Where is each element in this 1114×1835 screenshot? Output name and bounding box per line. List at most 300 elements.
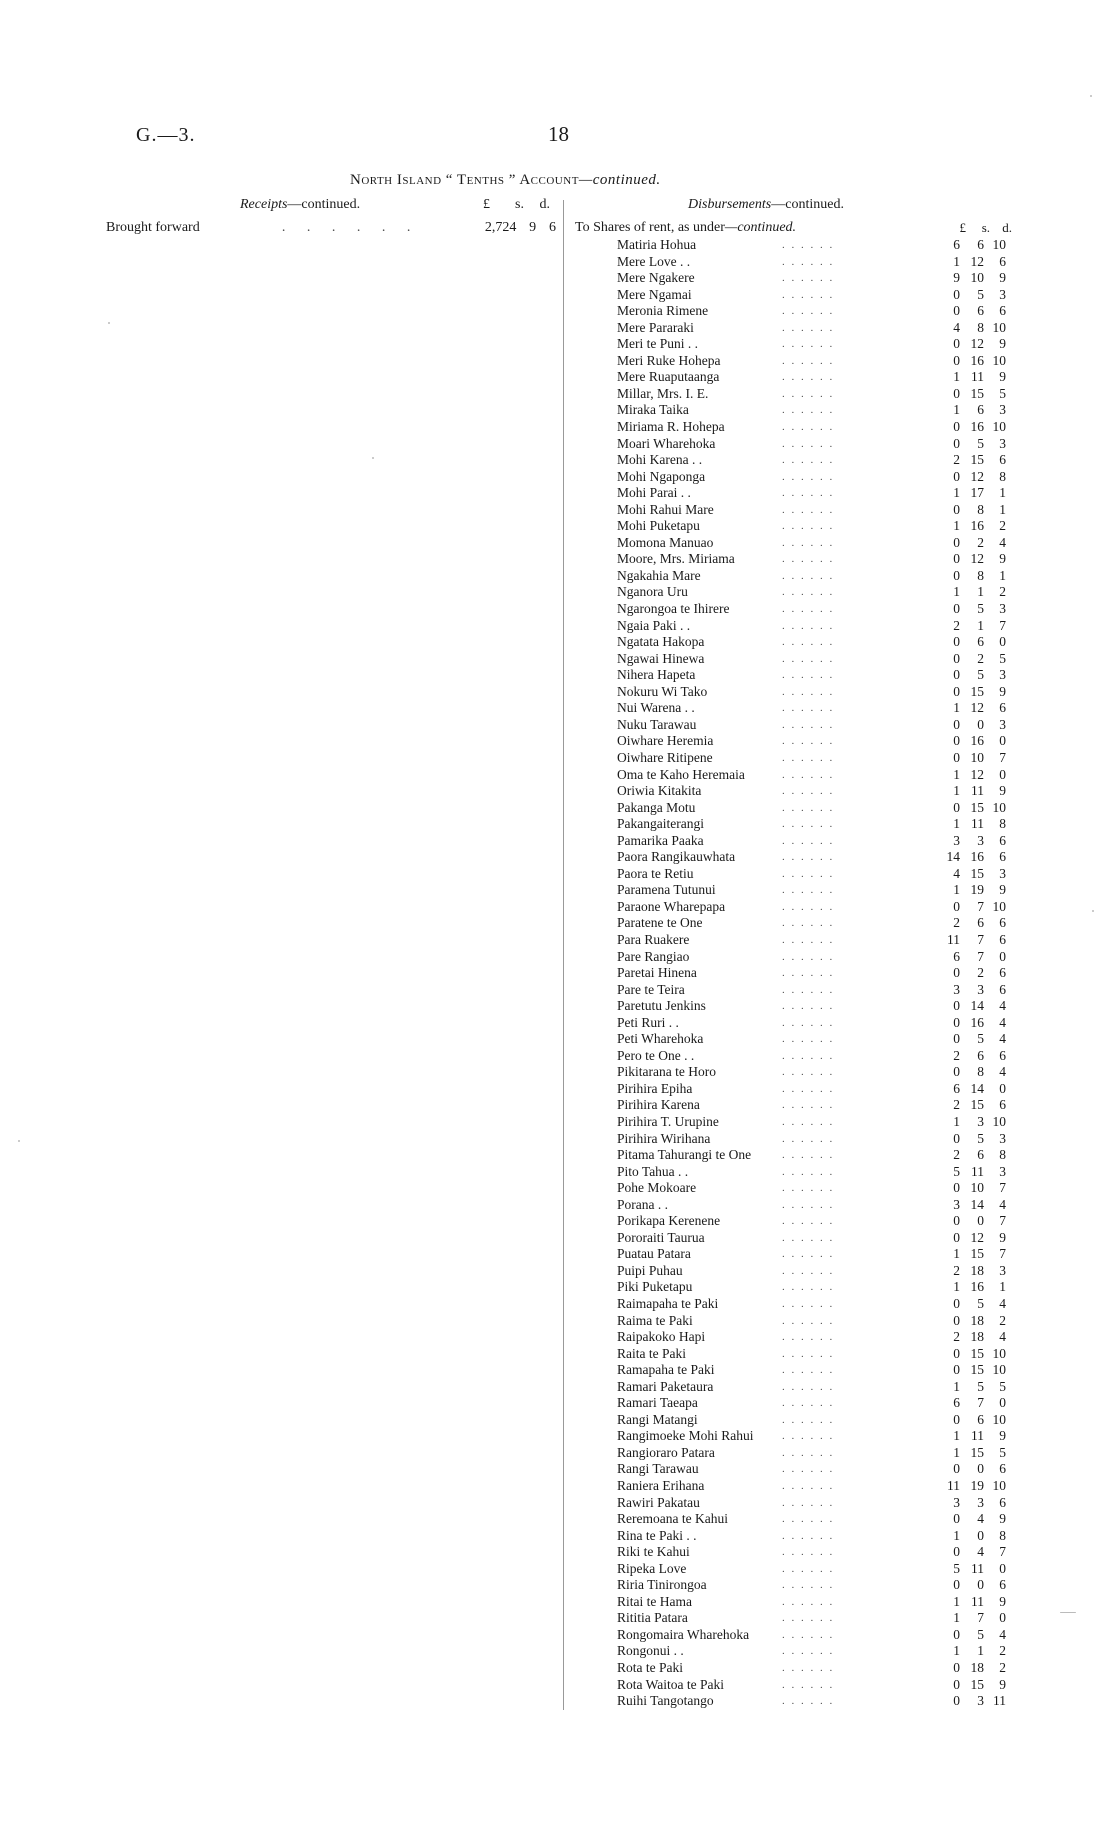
amount-pence: 3 xyxy=(999,865,1006,881)
amount-pence: 4 xyxy=(999,1296,1006,1311)
table-row xyxy=(617,1379,1027,1396)
leader-dots: . . . . . . xyxy=(782,272,835,285)
amount-pounds: 6 xyxy=(953,948,960,964)
leader-dots: . . . . . . xyxy=(782,1380,835,1393)
amount-shillings: 2 xyxy=(977,650,984,666)
leader-dots: . . . . . . xyxy=(782,1331,835,1344)
leader-dots: . . . . . . xyxy=(782,1430,835,1443)
leader-dots: . . . . . . xyxy=(782,801,835,814)
table-row xyxy=(617,733,1027,750)
amount-pounds: 1 xyxy=(953,1527,960,1543)
amount-shillings: 19 xyxy=(970,882,984,898)
payee-name: Peti Wharehoka xyxy=(617,1031,704,1047)
leader-dots: . . . . . . xyxy=(782,1231,835,1244)
leader-dots: . . . . . . xyxy=(782,1662,835,1675)
amount-pounds: 1 xyxy=(953,369,960,385)
payee-name: Millar, Mrs. I. E. xyxy=(617,385,709,401)
amount-pence: 4 xyxy=(999,1196,1006,1212)
amount-pence: 9 xyxy=(999,336,1006,352)
table-row xyxy=(617,270,1027,287)
leader-dots: . . . . . . xyxy=(782,1016,835,1029)
amount-pounds: 11 xyxy=(947,1478,960,1494)
payee-name: Rangi Matangi xyxy=(617,1411,698,1427)
table-row xyxy=(617,386,1027,403)
amount-pounds: 0 xyxy=(953,1461,960,1477)
table-row xyxy=(617,800,1027,817)
paper-speck xyxy=(1092,910,1094,912)
payee-name: Peti Ruri . . xyxy=(617,1014,679,1030)
payee-name: Paramena Tutunui xyxy=(617,882,716,898)
amount-shillings: 7 xyxy=(977,931,984,947)
table-row xyxy=(617,783,1027,800)
amount-shillings: 6 xyxy=(977,237,984,252)
leader-dots: . . . . . . xyxy=(782,1149,835,1162)
receipts-heading-label: Receipts xyxy=(240,197,288,212)
amount-pounds: 5 xyxy=(953,1163,960,1179)
table-row xyxy=(617,485,1027,502)
leader-dots: . . . . . . xyxy=(782,371,835,384)
payee-name: Pororaiti Taurua xyxy=(617,1229,705,1245)
amount-pounds: 0 xyxy=(953,1577,960,1593)
disbursement-list xyxy=(617,237,1027,1710)
payee-name: Oriwia Kitakita xyxy=(617,783,702,799)
amount-pounds: 4 xyxy=(953,319,960,335)
payee-name: Meri Ruke Hohepa xyxy=(617,352,721,368)
table-row xyxy=(617,1164,1027,1181)
amount-pence: 2 xyxy=(999,1312,1006,1328)
amount-pounds: 1 xyxy=(953,882,960,898)
leader-dots: . . . . . . xyxy=(782,685,835,698)
amount-pounds: 0 xyxy=(953,1362,960,1378)
amount-shillings: 18 xyxy=(970,1312,984,1328)
table-row xyxy=(617,1594,1027,1611)
amount-pence: 3 xyxy=(999,716,1006,732)
payee-name: Pakangaiterangi xyxy=(617,816,704,832)
amount-pounds: 0 xyxy=(953,965,960,981)
amount-shillings: 15 xyxy=(970,1097,984,1113)
amount-pence: 6 xyxy=(999,253,1006,269)
amount-shillings: 11 xyxy=(971,816,984,832)
payee-name: Pirihira Epiha xyxy=(617,1080,693,1096)
payee-name: Riria Tinirongoa xyxy=(617,1577,707,1593)
payee-name: Oma te Kaho Heremaia xyxy=(617,766,745,782)
leader-dots: . . . . . . xyxy=(782,636,835,649)
payee-name: Paretai Hinena xyxy=(617,965,697,981)
leader-dots: . . . . . . xyxy=(782,1066,835,1079)
amount-pence: 10 xyxy=(992,237,1006,252)
amount-shillings: 3 xyxy=(977,981,984,997)
leader-dots: . . . . . . xyxy=(782,619,835,632)
amount-shillings: 6 xyxy=(977,1411,984,1427)
leader-dots: . . . . . . xyxy=(782,917,835,930)
amount-pence: 10 xyxy=(992,1478,1006,1494)
amount-shillings: 3 xyxy=(977,1693,984,1709)
payee-name: Ruihi Tangotango xyxy=(617,1693,714,1709)
leader-dots: . . . . . . xyxy=(782,834,835,847)
table-row xyxy=(617,684,1027,701)
page-number: 18 xyxy=(548,122,569,146)
payee-name: Ritai te Hama xyxy=(617,1593,692,1609)
amount-shillings: 6 xyxy=(977,402,984,418)
table-row xyxy=(617,998,1027,1015)
amount-pounds: 0 xyxy=(953,716,960,732)
payee-name: Pito Tahua . . xyxy=(617,1163,689,1179)
payee-name: Mere Ruaputaanga xyxy=(617,369,720,385)
amount-pounds: 1 xyxy=(953,700,960,716)
leader-dots: . . . . . . xyxy=(782,1446,835,1459)
receipts-heading-suffix: —continued. xyxy=(287,197,361,212)
table-row xyxy=(617,1279,1027,1296)
paper-speck xyxy=(372,457,374,459)
amount-shillings: 16 xyxy=(970,849,984,865)
amount-shillings: 11 xyxy=(971,783,984,799)
leader-dots: . . . . . . xyxy=(782,983,835,996)
table-row xyxy=(617,1495,1027,1512)
amount-shillings: 12 xyxy=(970,551,984,567)
amount-pounds: 0 xyxy=(953,286,960,302)
amount-pence: 10 xyxy=(992,799,1006,815)
amount-pence: 3 xyxy=(999,286,1006,302)
table-row xyxy=(617,1660,1027,1677)
amount-pounds: 0 xyxy=(953,385,960,401)
amount-pounds: 6 xyxy=(953,237,960,252)
amount-pounds: 1 xyxy=(953,1610,960,1626)
payee-name: Pakanga Motu xyxy=(617,799,696,815)
leader-dots: . . . . . . xyxy=(782,768,835,781)
brought-forward-label: Brought forward xyxy=(106,220,200,235)
amount-pounds: 1 xyxy=(953,1279,960,1295)
amount-shillings: 16 xyxy=(970,1279,984,1295)
table-row xyxy=(617,1362,1027,1379)
leader-dots: . . . . . . xyxy=(782,387,835,400)
amount-pounds: 0 xyxy=(953,1345,960,1361)
amount-shillings: 6 xyxy=(977,303,984,319)
amount-shillings: 16 xyxy=(970,1014,984,1030)
paper-speck xyxy=(108,322,110,324)
amount-pounds: 0 xyxy=(953,1296,960,1311)
amount-shillings: 14 xyxy=(970,998,984,1014)
amount-shillings: 14 xyxy=(970,1080,984,1096)
leader-dots: . . . . . . xyxy=(782,1645,835,1658)
amount-pounds: 0 xyxy=(953,1411,960,1427)
payee-name: Porikapa Kerenene xyxy=(617,1213,721,1229)
disbursements-heading-suffix: —continued. xyxy=(771,197,844,212)
amount-pence: 9 xyxy=(999,270,1006,286)
leader-dots: . . . . . . xyxy=(782,536,835,549)
table-row xyxy=(617,932,1027,949)
leader-dots: . . . . . . xyxy=(782,702,835,715)
amount-pounds: 0 xyxy=(953,1312,960,1328)
table-row xyxy=(617,1561,1027,1578)
amount-pence: 3 xyxy=(999,667,1006,683)
amount-pounds: 1 xyxy=(953,518,960,534)
amount-pence: 7 xyxy=(999,1180,1006,1196)
receipts-heading xyxy=(240,197,360,213)
table-row xyxy=(617,1147,1027,1164)
disbursements-col-pence: d. xyxy=(1002,220,1012,235)
amount-shillings: 11 xyxy=(971,1163,984,1179)
amount-pence: 8 xyxy=(999,1527,1006,1543)
amount-pence: 4 xyxy=(999,998,1006,1014)
payee-name: Pare te Teira xyxy=(617,981,685,997)
table-row xyxy=(617,1677,1027,1694)
leader-dots: . . . . . . xyxy=(782,1298,835,1310)
table-row xyxy=(617,551,1027,568)
amount-pence: 0 xyxy=(999,766,1006,782)
amount-shillings: 15 xyxy=(970,1676,984,1692)
table-row xyxy=(617,502,1027,519)
leader-dots: . . . . . . xyxy=(782,1480,835,1493)
amount-pounds: 2 xyxy=(953,617,960,633)
leader-dots: . . . . . . xyxy=(782,1595,835,1608)
amount-pounds: 4 xyxy=(953,865,960,881)
amount-shillings: 7 xyxy=(977,948,984,964)
leader-dots: . . . . . . xyxy=(782,950,835,963)
leader-dots: . . . . . . xyxy=(782,1529,835,1542)
amount-pence: 6 xyxy=(999,452,1006,468)
amount-pence: 10 xyxy=(992,1411,1006,1427)
table-row xyxy=(617,254,1027,271)
disbursements-column-headers xyxy=(946,220,1026,236)
amount-pounds: 1 xyxy=(953,485,960,501)
title-suffix: —continued. xyxy=(578,172,661,188)
payee-name: Rota Waitoa te Paki xyxy=(617,1676,725,1692)
payee-name: Piki Puketapu xyxy=(617,1279,693,1295)
amount-pence: 0 xyxy=(999,634,1006,650)
amount-pounds: 0 xyxy=(953,1213,960,1229)
amount-pence: 0 xyxy=(999,1080,1006,1096)
amount-shillings: 11 xyxy=(971,369,984,385)
amount-pence: 3 xyxy=(999,1163,1006,1179)
table-row xyxy=(617,1395,1027,1412)
amount-pounds: 1 xyxy=(953,584,960,600)
payee-name: Ngakahia Mare xyxy=(617,567,701,583)
amount-pence: 2 xyxy=(999,584,1006,600)
amount-pounds: 1 xyxy=(953,766,960,782)
payee-name: Ngatata Hakopa xyxy=(617,634,705,650)
amount-pence: 5 xyxy=(999,1444,1006,1460)
amount-pounds: 0 xyxy=(953,534,960,550)
payee-name: Mohi Ngaponga xyxy=(617,468,706,484)
payee-name: Puipi Puhau xyxy=(617,1262,683,1278)
amount-shillings: 18 xyxy=(970,1262,984,1278)
payee-name: Ramari Paketaura xyxy=(617,1378,714,1394)
table-row xyxy=(617,750,1027,767)
amount-shillings: 7 xyxy=(977,1395,984,1411)
table-row xyxy=(617,1031,1027,1048)
amount-pounds: 1 xyxy=(953,816,960,832)
table-row xyxy=(617,320,1027,337)
payee-name: Mohi Karena . . xyxy=(617,452,703,468)
amount-pounds: 0 xyxy=(953,1511,960,1527)
amount-shillings: 12 xyxy=(970,766,984,782)
payee-name: Ripeka Love xyxy=(617,1560,687,1576)
amount-pence: 4 xyxy=(999,1064,1006,1080)
leader-dots: . . . . . . xyxy=(782,470,835,483)
payee-name: Mohi Puketapu xyxy=(617,518,700,534)
payee-name: Mere Love . . xyxy=(617,253,691,269)
amount-shillings: 11 xyxy=(971,1593,984,1609)
amount-shillings: 4 xyxy=(977,1544,984,1560)
leader-dots: . . . . . . xyxy=(782,553,835,566)
amount-shillings: 11 xyxy=(971,1560,984,1576)
payee-name: Mere Pararaki xyxy=(617,319,694,335)
leader-dots: . . . . . . xyxy=(782,1115,835,1128)
payee-name: Raimapaha te Paki xyxy=(617,1296,719,1311)
amount-shillings: 16 xyxy=(970,352,984,368)
amount-pounds: 0 xyxy=(953,1031,960,1047)
payee-name: Pohe Mokoare xyxy=(617,1180,697,1196)
amount-pounds: 2 xyxy=(953,1262,960,1278)
amount-pence: 6 xyxy=(999,1577,1006,1593)
amount-pounds: 0 xyxy=(953,1064,960,1080)
table-row xyxy=(617,700,1027,717)
amount-pence: 6 xyxy=(999,700,1006,716)
amount-pounds: 0 xyxy=(953,1544,960,1560)
amount-shillings: 5 xyxy=(977,1130,984,1146)
amount-pounds: 0 xyxy=(953,551,960,567)
table-row xyxy=(617,1263,1027,1280)
table-row xyxy=(617,1544,1027,1561)
leader-dots: . . . . . . xyxy=(782,354,835,367)
amount-pence: 4 xyxy=(999,1031,1006,1047)
leader-dots: . . . . . . xyxy=(782,454,835,467)
table-row xyxy=(617,899,1027,916)
amount-pounds: 0 xyxy=(953,303,960,319)
amount-pence: 7 xyxy=(999,1213,1006,1229)
payee-name: Mere Ngakere xyxy=(617,270,695,286)
amount-pounds: 0 xyxy=(953,419,960,435)
amount-pence: 3 xyxy=(999,1130,1006,1146)
amount-shillings: 10 xyxy=(970,749,984,765)
amount-shillings: 5 xyxy=(977,1031,984,1047)
amount-shillings: 5 xyxy=(977,1378,984,1394)
amount-pence: 6 xyxy=(999,1461,1006,1477)
amount-pence: 7 xyxy=(999,1544,1006,1560)
payee-name: Nui Warena . . xyxy=(617,700,695,716)
amount-pounds: 0 xyxy=(953,352,960,368)
amount-pence: 4 xyxy=(999,534,1006,550)
table-row xyxy=(617,965,1027,982)
amount-pounds: 1 xyxy=(953,1593,960,1609)
amount-pounds: 5 xyxy=(953,1560,960,1576)
paper-speck xyxy=(18,1140,20,1142)
payee-name: Nuku Tarawau xyxy=(617,716,697,732)
payee-name: Paraone Wharepapa xyxy=(617,898,726,914)
table-row xyxy=(617,402,1027,419)
amount-shillings: 8 xyxy=(977,319,984,335)
payee-name: Nganora Uru xyxy=(617,584,688,600)
amount-pounds: 2 xyxy=(953,1147,960,1163)
payee-name: Raima te Paki xyxy=(617,1312,693,1328)
leader-dots: . . . . . . xyxy=(782,718,835,731)
amount-pounds: 6 xyxy=(953,1395,960,1411)
table-row xyxy=(617,1015,1027,1032)
amount-shillings: 3 xyxy=(977,1113,984,1129)
leader-dots: . . . . . . xyxy=(782,1562,835,1575)
amount-shillings: 5 xyxy=(977,667,984,683)
amount-pence: 9 xyxy=(999,1676,1006,1692)
table-row xyxy=(617,1081,1027,1098)
amount-pounds: 2 xyxy=(953,915,960,931)
amount-pounds: 1 xyxy=(953,1428,960,1444)
leader-dots: . . . . . . xyxy=(281,220,420,235)
leader-dots: . . . . . . xyxy=(782,735,835,748)
amount-shillings: 5 xyxy=(977,286,984,302)
amount-pence: 3 xyxy=(999,435,1006,451)
amount-pence: 10 xyxy=(992,898,1006,914)
leader-dots: . . . . . . xyxy=(782,1397,835,1410)
amount-pence: 0 xyxy=(999,733,1006,749)
amount-shillings: 16 xyxy=(970,518,984,534)
payee-name: Ramari Taeapa xyxy=(617,1395,698,1411)
table-row xyxy=(617,1131,1027,1148)
payee-name: Matiria Hohua xyxy=(617,237,697,252)
amount-shillings: 15 xyxy=(970,683,984,699)
amount-pence: 9 xyxy=(999,1428,1006,1444)
leader-dots: . . . . . . xyxy=(782,1099,835,1112)
amount-shillings: 2 xyxy=(977,534,984,550)
payee-name: Pitama Tahurangi te One xyxy=(617,1147,752,1163)
amount-pounds: 2 xyxy=(953,452,960,468)
amount-pounds: 2 xyxy=(953,1329,960,1345)
payee-name: Miriama R. Hohepa xyxy=(617,419,725,435)
table-row xyxy=(617,568,1027,585)
payee-name: Para Ruakere xyxy=(617,931,690,947)
table-row xyxy=(617,816,1027,833)
amount-pounds: 0 xyxy=(953,1693,960,1709)
leader-dots: . . . . . . xyxy=(782,1033,835,1046)
amount-pence: 0 xyxy=(999,1395,1006,1411)
table-row xyxy=(617,287,1027,304)
receipts-column-headers xyxy=(410,197,550,213)
payee-name: Pirihira Wirihana xyxy=(617,1130,711,1146)
amount-pounds: 0 xyxy=(953,1130,960,1146)
amount-shillings: 15 xyxy=(970,452,984,468)
amount-pence: 9 xyxy=(999,369,1006,385)
amount-pence: 9 xyxy=(999,683,1006,699)
amount-shillings: 5 xyxy=(977,435,984,451)
amount-pounds: 0 xyxy=(953,1180,960,1196)
leader-dots: . . . . . . xyxy=(782,404,835,417)
payee-name: Raipakoko Hapi xyxy=(617,1329,706,1345)
amount-pence: 9 xyxy=(999,551,1006,567)
brought-forward-pence: 6 xyxy=(549,220,557,235)
amount-shillings: 15 xyxy=(970,865,984,881)
amount-shillings: 8 xyxy=(977,567,984,583)
payee-name: Puatau Patara xyxy=(617,1246,691,1262)
amount-pounds: 3 xyxy=(953,1196,960,1212)
leader-dots: . . . . . . xyxy=(782,239,835,251)
leader-dots: . . . . . . xyxy=(782,785,835,798)
table-row xyxy=(617,1346,1027,1363)
shares-of-rent-heading xyxy=(575,220,796,236)
table-row xyxy=(617,601,1027,618)
payee-name: Pirihira T. Urupine xyxy=(617,1113,719,1129)
leader-dots: . . . . . . xyxy=(782,652,835,665)
leader-dots: . . . . . . xyxy=(782,1546,835,1559)
amount-shillings: 5 xyxy=(977,1296,984,1311)
amount-shillings: 14 xyxy=(970,1196,984,1212)
amount-pence: 6 xyxy=(999,849,1006,865)
amount-pence: 7 xyxy=(999,1246,1006,1262)
amount-pence: 6 xyxy=(999,915,1006,931)
paper-speck xyxy=(1060,1612,1076,1613)
leader-dots: . . . . . . xyxy=(782,1165,835,1178)
amount-shillings: 6 xyxy=(977,1147,984,1163)
payee-name: Raniera Erihana xyxy=(617,1478,705,1494)
leader-dots: . . . . . . xyxy=(782,1198,835,1211)
